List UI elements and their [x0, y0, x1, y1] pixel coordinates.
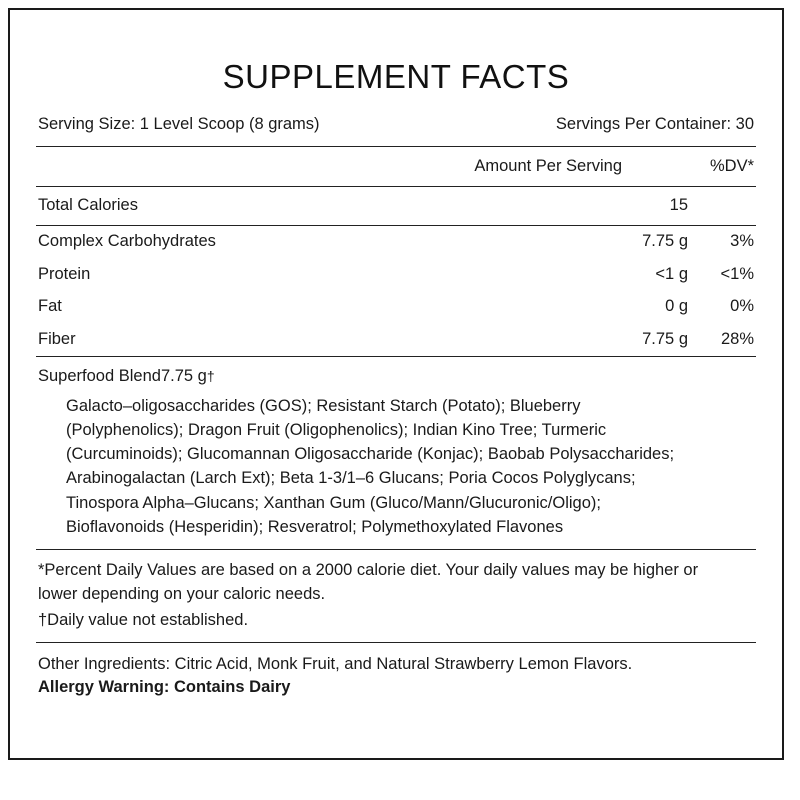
footnote-dagger: †Daily value not established.: [38, 610, 249, 629]
blend-name: Superfood Blend: [38, 366, 161, 385]
nutrient-name: Fiber: [38, 329, 76, 348]
column-headers: [36, 147, 756, 187]
blend-ingredients: Galacto–oligosaccharides (GOS); Resistant Starch (Potato); Blueberry (Polyphenolics); Dragon Fruit (Oligophenolics); Indian Kino Tree; Turmeric (Curcuminoids); Glucomannan Oligosaccharide (Konjac); Baobab Polysaccharides; Arabinogalactan (Larch Ext); Beta 1-3/1–6 Glucans; Poria Cocos Polyglycans; Tinospora Alpha–Glucans; Xanthan Gum (Gluco/Mann/Glucuronic/Oligo); Bioflavonoids (Hesperidin); Resveratrol; Polymethoxylated Flavones: [66, 396, 675, 536]
calories-amount: 15: [669, 196, 688, 215]
nutrient-dv: 3%: [730, 232, 754, 251]
nutrient-name: Protein: [38, 264, 91, 283]
other-ingredients: Other Ingredients: Citric Acid, Monk Fruit, and Natural Strawberry Lemon Flavors.: [38, 654, 633, 673]
nutrient-name: Complex Carbohydrates: [38, 232, 216, 251]
footnote-daily-value: *Percent Daily Values are based on a 2000 calorie diet. Your daily values may be higher or lower depending on your caloric needs.: [38, 561, 699, 603]
page-title: SUPPLEMENT FACTS: [222, 58, 570, 95]
nutrient-amount: 0 g: [665, 297, 688, 316]
serving-size: Serving Size: 1 Level Scoop (8 grams): [38, 115, 320, 133]
calories-label: Total Calories: [38, 196, 138, 215]
nutrient-dv: <1%: [720, 264, 754, 283]
table-row: [36, 291, 756, 324]
nutrient-amount: 7.75 g: [642, 329, 688, 348]
header-daily-value: %DV*: [709, 156, 754, 175]
table-row: [36, 226, 756, 259]
nutrient-dv: 28%: [720, 329, 754, 348]
nutrient-amount: 7.75 g: [642, 232, 688, 251]
allergy-warning: Allergy Warning: Contains Dairy: [38, 677, 291, 696]
blend-dv: †: [206, 367, 215, 384]
supplement-facts-panel: [8, 8, 784, 760]
calories-row: [36, 187, 756, 225]
nutrient-list: [36, 226, 756, 356]
footnotes: [36, 550, 756, 642]
nutrient-dv: 0%: [730, 297, 754, 316]
nutrient-name: Fat: [38, 297, 62, 316]
nutrient-amount: <1 g: [655, 264, 688, 283]
serving-info-row: [36, 112, 756, 146]
servings-per-container: Servings Per Container: 30: [555, 115, 754, 133]
blend-header-row: [36, 357, 756, 392]
table-row: [36, 323, 756, 356]
header-amount-per-serving: Amount Per Serving: [474, 156, 622, 175]
table-row: [36, 258, 756, 291]
blend-amount: 7.75 g: [160, 366, 207, 385]
